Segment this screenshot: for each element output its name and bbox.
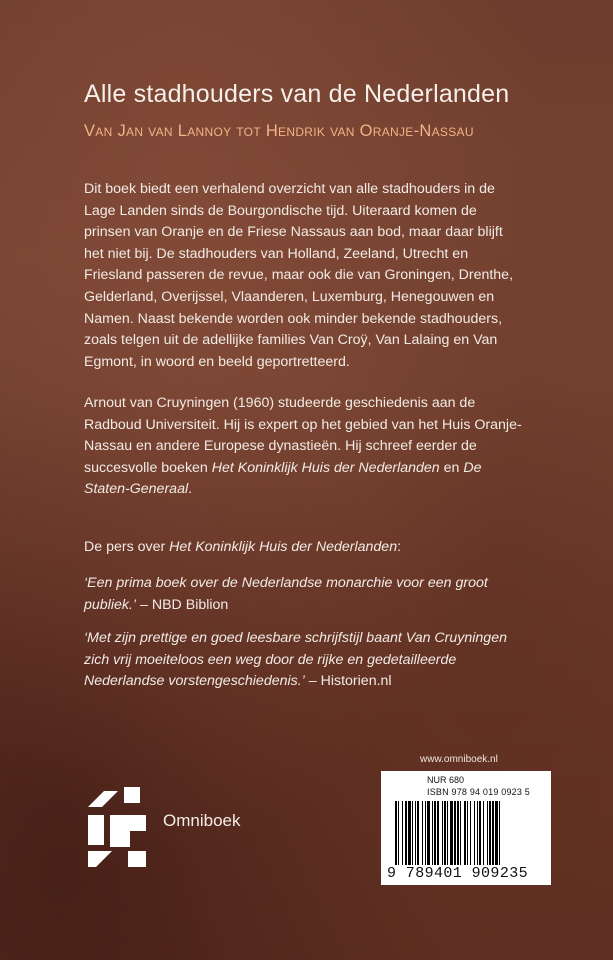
barcode-bars bbox=[395, 801, 545, 865]
nur-code: NUR 680 bbox=[427, 775, 465, 785]
press-quote-1-text: ‘Een prima boek over de Nederlandse monarchie voor een groot publiek.’ bbox=[84, 575, 488, 613]
publisher-url: www.omniboek.nl bbox=[420, 754, 498, 765]
omniboek-logo-icon bbox=[84, 787, 150, 869]
press-quote-1-source: – NBD Biblion bbox=[136, 596, 229, 613]
barcode-digits: 9 789401 909235 bbox=[387, 865, 529, 882]
isbn-number: ISBN 978 94 019 0923 5 bbox=[427, 787, 530, 797]
press-intro bbox=[84, 537, 524, 559]
book-reference-2: De Staten-Generaal bbox=[84, 459, 482, 498]
book-reference-1: Het Koninklijk Huis der Nederlanden bbox=[211, 459, 440, 476]
book-title: Alle stadhouders van de Nederlanden bbox=[84, 80, 510, 108]
press-quote-2 bbox=[84, 628, 524, 693]
author-bio-text-join: en bbox=[439, 459, 464, 476]
press-intro-colon: : bbox=[397, 539, 402, 555]
author-bio-paragraph bbox=[84, 393, 524, 501]
press-quote-2-text: ‘Met zijn prettige en goed leesbare schrijfstijl baant Van Cruyningen zich vrij moeiteloos een weg door de rijke en gedetailleerde Nederlandse vorstengeschiedenis.’ bbox=[84, 630, 507, 690]
press-quote-2-source: – Historien.nl bbox=[304, 673, 392, 690]
barcode-label bbox=[381, 771, 551, 885]
press-book-reference: Het Koninklijk Huis der Nederlanden bbox=[169, 539, 398, 555]
publisher-name: Omniboek bbox=[163, 811, 241, 830]
book-subtitle: Van Jan van Lannoy tot Hendrik van Oranje-Nassau bbox=[84, 122, 474, 140]
author-bio-text-end: . bbox=[188, 481, 193, 498]
press-quote-1 bbox=[84, 573, 524, 616]
description-paragraph: Dit boek biedt een verhalend overzicht van alle stadhouders in de Lage Landen sinds de Bourgondische tijd. Uiteraard komen de prinsen van Oranje en de Friese Nassaus aan bod, maar daar blijft het niet bij. De stadhouders van Holland, Zeeland, Utrecht en Friesland passeren de revue, maar ook die van Groningen, Drenthe, Gelderland, Overijssel, Vlaanderen, Luxemburg, Henegouwen en Namen. Naast bekende worden ook minder bekende stadhouders, zoals telgen uit de adellijke families Van Croÿ, Van Lalaing en Van Egmont, in woord en beeld geportretteerd. bbox=[84, 181, 514, 370]
author-bio-text: Arnout van Cruyningen (1960) studeerde geschiedenis aan de Radboud Universiteit. Hij is expert op het gebied van het Huis Oranje-Nassau en andere Europese dynastieën. Hij schreef eerder de succesvolle boeken bbox=[84, 395, 522, 476]
press-intro-text: De pers over bbox=[84, 539, 170, 555]
